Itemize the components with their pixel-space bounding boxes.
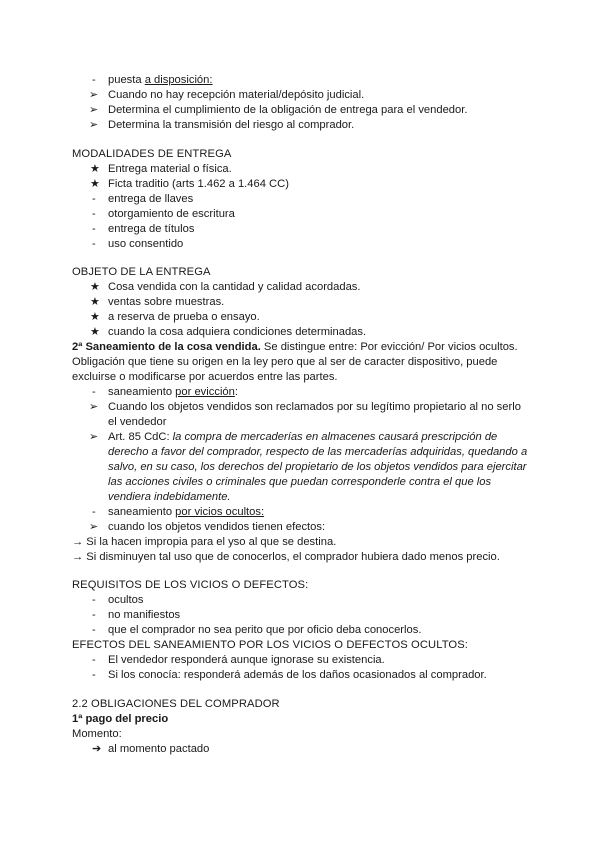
list-item: Si los conocía: responderá además de los daños ocasionados al comprador. <box>108 669 487 681</box>
arrowhead-bullet-icon: ➢ <box>89 89 99 101</box>
dash-marker: - <box>92 506 96 518</box>
list-item: Ficta traditio (arts 1.462 a 1.464 CC) <box>108 178 289 190</box>
article-citation: Art. 85 CdC: la compra de mercaderías en almacenes causará prescripción de <box>108 431 498 443</box>
arrow-line: → Si disminuyen tal uso que de conocerlos, el comprador hubiera dado menos precio. <box>72 551 500 563</box>
star-bullet-icon: ★ <box>90 326 100 338</box>
dash-marker: - <box>92 386 96 398</box>
section-heading-objeto: OBJETO DE LA ENTREGA <box>72 266 211 278</box>
list-item: Cuando no hay recepción material/depósito judicial. <box>108 89 365 101</box>
list-item: Cuando los objetos vendidos son reclamados por su legítimo propietario al no serlo <box>108 401 521 413</box>
arrow-line: → Si la hacen impropia para el yso al que se destina. <box>72 536 337 548</box>
dash-marker: - <box>92 208 96 220</box>
list-item: a reserva de prueba o ensayo. <box>108 311 260 323</box>
arrowhead-bullet-icon: ➢ <box>89 521 99 533</box>
list-item-continuation: el vendedor <box>108 416 167 428</box>
dash-marker: - <box>92 594 96 606</box>
list-item: ocultos <box>108 594 144 606</box>
section-heading-requisitos: REQUISITOS DE LOS VICIOS O DEFECTOS: <box>72 579 309 591</box>
list-item: Cosa vendida con la cantidad y calidad acordadas. <box>108 281 361 293</box>
paragraph-line: excluirse o modificarse por acuerdos entre las partes. <box>72 371 338 383</box>
list-item: Determina el cumplimiento de la obligación de entrega para el vendedor. <box>108 104 468 116</box>
list-item: saneamiento por evicción: <box>108 386 238 398</box>
dash-marker: - <box>92 238 96 250</box>
list-item: que el comprador no sea perito que por oficio deba conocerlos. <box>108 624 422 636</box>
article-text-line: vendiera indebidamente. <box>108 491 231 503</box>
list-item: entrega de títulos <box>108 223 195 235</box>
dash-marker: - <box>92 669 96 681</box>
list-item: uso consentido <box>108 238 184 250</box>
star-bullet-icon: ★ <box>90 163 100 175</box>
arrow-bullet-icon: ➔ <box>92 743 102 755</box>
article-text-line: derecho a favor del comprador, respecto de las mercaderías adquiridas, quedando a <box>108 446 528 458</box>
dash-marker: - <box>92 609 96 621</box>
subheading-pago: 1ª pago del precio <box>72 713 169 725</box>
star-bullet-icon: ★ <box>90 296 100 308</box>
dash-marker: - <box>92 223 96 235</box>
list-item: saneamiento por vicios ocultos: <box>108 506 265 518</box>
section-heading-modalidades: MODALIDADES DE ENTREGA <box>72 148 232 160</box>
star-bullet-icon: ★ <box>90 178 100 190</box>
list-item: Determina la transmisión del riesgo al comprador. <box>108 119 355 131</box>
article-text-line: las acciones civiles o criminales que puedan corresponderle contra el que los <box>108 476 492 488</box>
list-item: otorgamiento de escritura <box>108 208 235 220</box>
arrowhead-bullet-icon: ➢ <box>89 401 99 413</box>
dash-marker: - <box>92 74 96 86</box>
list-item: El vendedor responderá aunque ignorase su existencia. <box>108 654 385 666</box>
star-bullet-icon: ★ <box>90 281 100 293</box>
list-item: al momento pactado <box>108 743 210 755</box>
dash-marker: - <box>92 654 96 666</box>
list-item: cuando los objetos vendidos tienen efectos: <box>108 521 326 533</box>
list-item: Entrega material o física. <box>108 163 232 175</box>
arrowhead-bullet-icon: ➢ <box>89 104 99 116</box>
section-heading-comprador: 2.2 OBLIGACIONES DEL COMPRADOR <box>72 698 280 710</box>
star-bullet-icon: ★ <box>90 311 100 323</box>
dash-marker: - <box>92 193 96 205</box>
saneamiento-heading: 2ª Saneamiento de la cosa vendida. Se distingue entre: Por evicción/ Por vicios ocultos. <box>72 341 518 353</box>
arrowhead-bullet-icon: ➢ <box>89 431 99 443</box>
list-item: ventas sobre muestras. <box>108 296 225 308</box>
paragraph-line: Momento: <box>72 728 122 740</box>
paragraph-line: Obligación que tiene su origen en la ley pero que al ser de caracter dispositivo, puede <box>72 356 498 368</box>
list-item: entrega de llaves <box>108 193 194 205</box>
article-text-line: salvo, en su caso, los derechos del propietario de los objetos vendidos para ejercitar <box>108 461 527 473</box>
section-heading-efectos: EFECTOS DEL SANEAMIENTO POR LOS VICIOS O DEFECTOS OCULTOS: <box>72 639 468 651</box>
list-item: puesta a disposición: <box>108 74 213 86</box>
list-item: cuando la cosa adquiera condiciones determinadas. <box>108 326 367 338</box>
dash-marker: - <box>92 624 96 636</box>
list-item: no manifiestos <box>108 609 181 621</box>
arrowhead-bullet-icon: ➢ <box>89 119 99 131</box>
